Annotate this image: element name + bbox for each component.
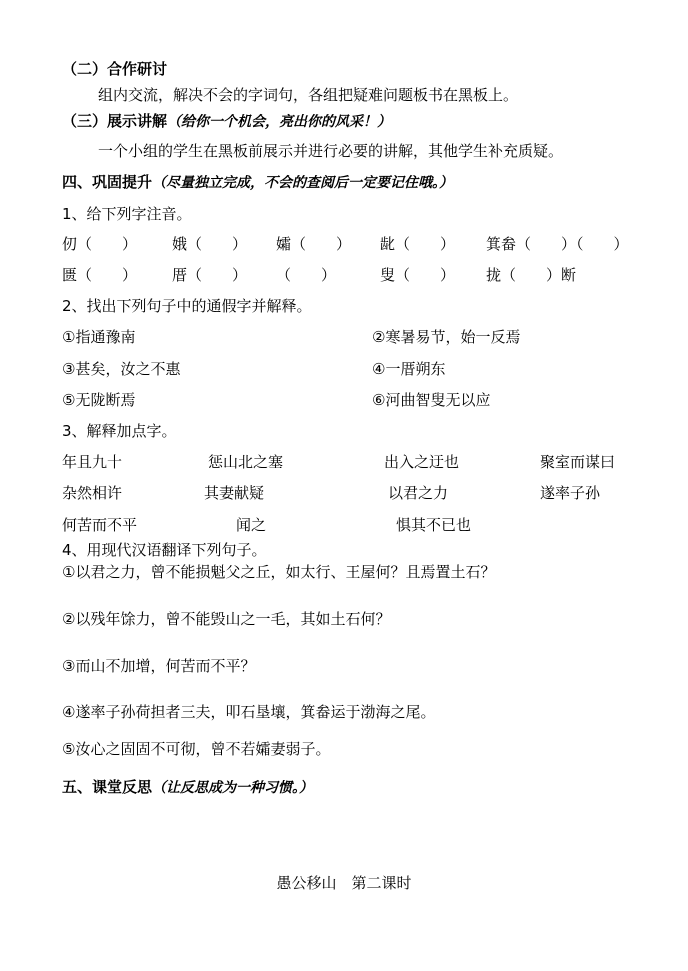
q3-row2 <box>62 483 642 505</box>
q1-item: 仞（ ） <box>62 235 138 253</box>
q2-item: ③甚矣，汝之不惠 <box>62 360 181 378</box>
footer-title: 愚公移山 第二课时 <box>276 874 412 892</box>
q2-item: ④一厝朔东 <box>372 360 446 378</box>
q1-title: 1、给下列字注音。 <box>62 205 192 223</box>
q4-item: ②以残年馀力，曾不能毁山之一毛，其如土石何？ <box>62 610 391 628</box>
q3-item: 惩山北之塞 <box>208 453 284 471</box>
q1-item: 拢（ ）断 <box>486 266 577 284</box>
q3-item: 遂率子孙 <box>540 484 601 502</box>
section5-note: （让反思成为一种习惯。） <box>152 780 314 796</box>
section5-heading-line <box>62 777 313 798</box>
q4-item: ①以君之力，曾不能损魁父之丘，如太行、王屋何？且焉置土石？ <box>62 563 496 581</box>
q2-item: ①指通豫南 <box>62 328 136 346</box>
section3-heading: （三）展示讲解 <box>62 112 168 130</box>
q2-row <box>62 359 642 381</box>
q2-item: ⑥河曲智叟无以应 <box>372 391 491 409</box>
q4-title: 4、用现代汉语翻译下列句子。 <box>62 541 267 559</box>
q3-item: 年且九十 <box>62 453 123 471</box>
q3-item: 出入之迂也 <box>384 453 460 471</box>
q1-item: 叟（ ） <box>380 266 456 284</box>
q1-item: 娥（ ） <box>172 235 248 253</box>
section2-heading: （二）合作研讨 <box>62 60 168 78</box>
q1-item: 厝（ ） <box>172 266 248 284</box>
q3-item: 闻之 <box>236 516 267 534</box>
q1-item: 匮（ ） <box>62 266 138 284</box>
section3-note: （给你一个机会，亮出你的风采！） <box>167 114 392 130</box>
q2-row <box>62 327 642 349</box>
q2-item: ②寒暑易节，始一反焉 <box>372 328 521 346</box>
q3-item: 其妻献疑 <box>204 484 265 502</box>
q1-item: （ ） <box>276 266 337 284</box>
q3-row3 <box>62 515 642 537</box>
q2-row <box>62 390 642 412</box>
q3-item: 聚室而谋曰 <box>540 453 616 471</box>
section4-heading-line <box>62 172 453 193</box>
section4-note: （尽量独立完成，不会的查阅后一定要记住哦。） <box>152 175 454 191</box>
q1-item: 箕畚（ ）（ ） <box>486 235 629 253</box>
q3-row1 <box>62 452 642 474</box>
q3-title: 3、解释加点字。 <box>62 422 177 440</box>
section2-text: 组内交流，解决不会的字词句，各组把疑难问题板书在黑板上。 <box>98 86 519 104</box>
q1-item: 孀（ ） <box>276 235 352 253</box>
q1-item: 龀（ ） <box>380 235 456 253</box>
q4-item: ④遂率子孙荷担者三夫，叩石垦壤，箕畚运于渤海之尾。 <box>62 703 436 721</box>
q3-item: 惧其不已也 <box>396 516 472 534</box>
q3-item: 何苦而不平 <box>62 516 138 534</box>
q3-item: 杂然相许 <box>62 484 123 502</box>
q1-row1 <box>62 234 642 256</box>
q1-row2 <box>62 265 642 287</box>
section3-text: 一个小组的学生在黑板前展示并进行必要的讲解，其他学生补充质疑。 <box>98 142 564 160</box>
q4-item: ③而山不加增，何苦而不平？ <box>62 657 256 675</box>
q2-item: ⑤无陇断焉 <box>62 391 136 409</box>
section4-heading: 四、巩固提升 <box>62 173 153 191</box>
q4-item: ⑤汝心之固固不可彻，曾不若孀妻弱子。 <box>62 740 331 758</box>
q3-item: 以君之力 <box>388 484 449 502</box>
section5-heading: 五、课堂反思 <box>62 778 153 796</box>
section3-heading-line <box>62 111 391 132</box>
q2-title: 2、找出下列句子中的通假字并解释。 <box>62 297 312 315</box>
